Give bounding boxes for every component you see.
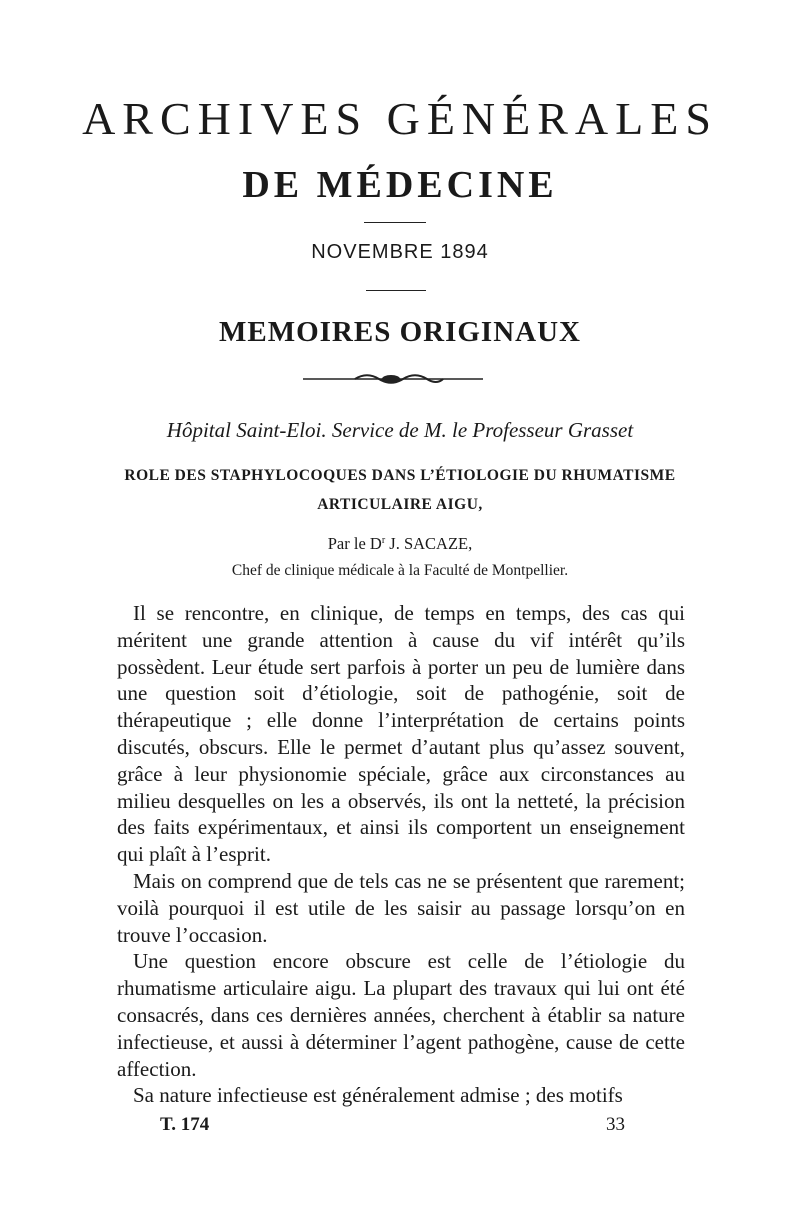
section-title: MEMOIRES ORIGINAUX [219, 316, 581, 348]
issue-date: NOVEMBRE 1894 [311, 241, 489, 263]
divider-rule-bottom [366, 290, 426, 291]
body-paragraph: Il se rencontre, en clinique, de temps en temps, des cas qui méritent une grande attention à cause du vif intérêt qu’ils possèdent. Leur étude sert parfois à porter un peu de lumière dans une question soit d’étiologie, soit de pathogénie, soit de thérapeutique ; elle donne l’interprétation de certains points discutés, obscurs. Elle le permet d’autant plus qu’assez souvent, grâce à leur physionomie spéciale, grâce aux circonstances au milieu desquelles on les a observés, ils ont la netteté, la précision des faits expérimentaux, et ainsi ils comportent un enseignement qui plaît à l’esprit. [117, 601, 685, 867]
body-paragraph: Mais on comprend que de tels cas ne se présentent que rarement; voilà pourquoi il est utile de les saisir au passage lorsqu’on en trouve l’occasion. [117, 868, 685, 947]
journal-subtitle: DE MÉDECINE [242, 164, 558, 206]
journal-title: ARCHIVES GÉNÉRALES [82, 93, 718, 144]
author-title-superscript: r [381, 535, 386, 546]
article-title-line-1: ROLE DES STAPHYLOCOQUES DANS L’ÉTIOLOGIE DU RHUMATISME [124, 467, 676, 484]
hospital-service-line: Hôpital Saint-Eloi. Service de M. le Professeur Grasset [166, 418, 634, 442]
article-body [117, 600, 685, 1109]
page-number: 33 [606, 1114, 625, 1135]
author-prefix: Par le D [327, 534, 382, 553]
body-paragraph: Sa nature infectieuse est généralement admise ; des motifs [133, 1083, 623, 1108]
article-title-line-2: ARTICULAIRE AIGU, [317, 496, 483, 513]
author-affiliation: Chef de clinique médicale à la Faculté de Montpellier. [231, 562, 569, 579]
volume-number: T. 174 [160, 1114, 210, 1135]
divider-rule-top [364, 222, 426, 223]
ornamental-divider [303, 372, 483, 386]
author-name: J. SACAZE, [385, 534, 473, 553]
body-paragraph: Une question encore obscure est celle de l’étiologie du rhumatisme articulaire aigu. La plupart des travaux qui lui ont été consacrés, dans ces dernières années, cherchent à établir sa nature infectieuse, et aussi à déterminer l’agent pathogène, cause de cette affection. [117, 949, 685, 1081]
author-line [0, 536, 800, 553]
